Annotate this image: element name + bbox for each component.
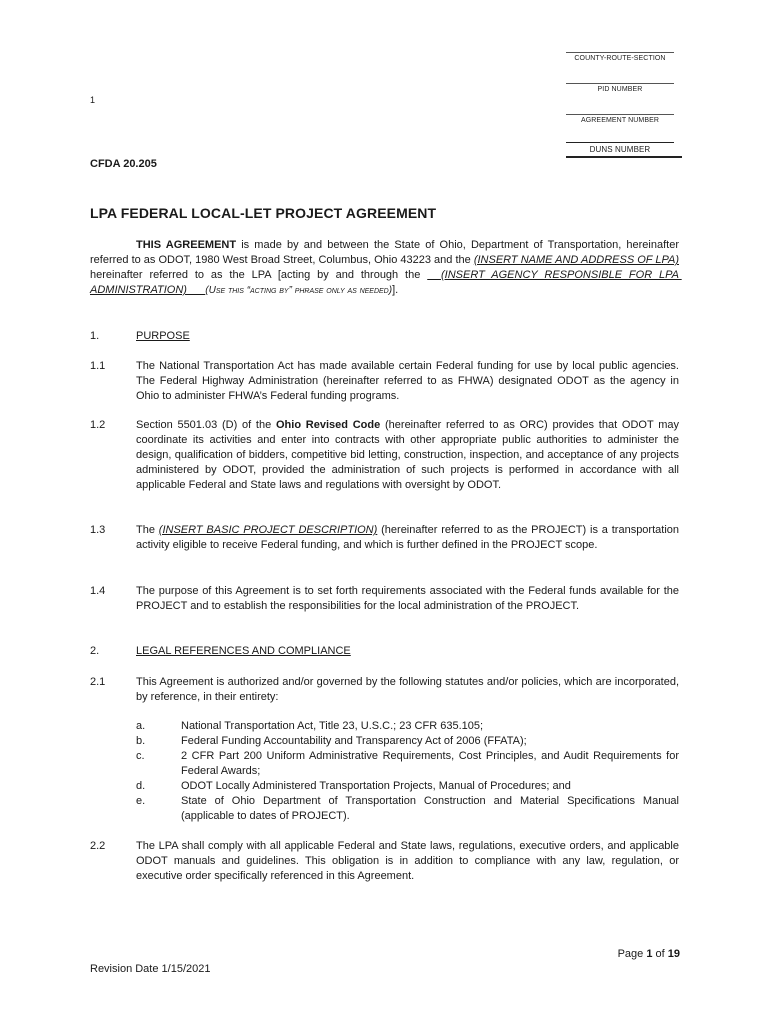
intro-text-1: is made by and between the State of Ohio, Department of Transportation, hereinafter referred to as ODOT, 1980 West Broad Street, Columbus, Ohio 43223 and the: [90, 239, 679, 266]
page-of: of: [652, 948, 668, 960]
section-1-1-number: 1.1: [90, 360, 106, 372]
section-1-4-text: The purpose of this Agreement is to set forth requirements associated with the Federal funds available for the PROJECT and to establish the responsibilities for the local administration of the PROJECT.: [136, 585, 679, 612]
section-2-number: 2.: [90, 645, 100, 657]
section-1-3-number: 1.3: [90, 524, 106, 536]
list-item-text: 2 CFR Part 200 Uniform Administrative Requirements, Cost Principles, and Audit Requirements for Federal Awards;: [181, 750, 679, 777]
duns-number-label: DUNS NUMBER: [589, 145, 651, 154]
section-2-2-number: 2.2: [90, 840, 106, 852]
list-item-text: ODOT Locally Administered Transportation Projects, Manual of Procedures; and: [181, 780, 571, 792]
section-1-1-text: The National Transportation Act has made available certain Federal funding for use by local public agencies. The Federal Highway Administration (hereinafter referred to as FHWA) designated ODOT as the agency in Ohio to administer FHWA’s Federal funding programs.: [136, 360, 679, 402]
list-item-text: National Transportation Act, Title 23, U.S.C.; 23 CFR 635.105;: [181, 720, 484, 732]
insert-lpa-name-placeholder[interactable]: (INSERT NAME AND ADDRESS OF LPA): [473, 254, 680, 266]
county-route-section-field: [566, 52, 674, 62]
duns-underline: [566, 156, 682, 158]
page-marker: 1: [90, 95, 96, 105]
field-line: [566, 83, 674, 84]
section-1-2-text-a: Section 5501.03 (D) of the: [136, 419, 276, 431]
ohio-revised-code: Ohio Revised Code: [275, 419, 381, 431]
section-1-3-text: [136, 523, 679, 553]
page-number: [618, 948, 680, 960]
list-item-letter: c.: [136, 750, 145, 762]
field-line: [566, 142, 674, 143]
agreement-number-field: [566, 114, 674, 124]
list-item-letter: d.: [136, 780, 146, 792]
intro-note: (Use this “acting by” phrase only as needed): [205, 285, 393, 296]
revision-date: Revision Date 1/15/2021: [90, 963, 211, 975]
agreement-number-label: AGREEMENT NUMBER: [580, 117, 660, 124]
page-current: 1: [646, 948, 653, 960]
list-item-text: Federal Funding Accountability and Transparency Act of 2006 (FFATA);: [181, 735, 527, 747]
field-line: [566, 114, 674, 115]
page-total: 19: [667, 948, 680, 960]
field-line: [566, 52, 674, 53]
section-1-heading: PURPOSE: [136, 330, 190, 342]
section-2-1-text: This Agreement is authorized and/or governed by the following statutes and/or policies, which are incorporated, by reference, in their entirety:: [136, 676, 679, 703]
insert-project-description-placeholder[interactable]: (INSERT BASIC PROJECT DESCRIPTION): [158, 524, 378, 536]
list-item-letter: e.: [136, 795, 146, 807]
section-1-3-text-b: (hereinafter referred to as the PROJECT) is a transportation activity eligible to receive Federal funding, and which is further defined in the PROJECT scope.: [136, 524, 679, 551]
section-1-number: 1.: [90, 330, 100, 342]
county-route-section-label: COUNTY-ROUTE-SECTION: [574, 55, 666, 62]
section-1-4-number: 1.4: [90, 585, 106, 597]
section-1-2-text: [136, 418, 679, 493]
section-1-2-text-b: (hereinafter referred to as ORC) provides that ODOT may coordinate its activities and enter into contracts with other appropriate public authorities to administer the design, qualification of bidders, competitive bid letting, construction, inspection, and acceptance of any projects administered by ODOT, provided the administration of such projects is performed in accordance with all applicable Federal and State laws and regulations with oversight by ODOT.: [136, 419, 680, 491]
intro-bold-lead: THIS AGREEMENT: [136, 239, 237, 251]
pid-number-label: PID NUMBER: [597, 86, 643, 93]
intro-text-2: hereinafter referred to as the LPA [acting by and through the: [90, 269, 428, 281]
intro-close: ].: [392, 284, 399, 296]
section-2-1-number: 2.1: [90, 676, 106, 688]
list-item-letter: a.: [136, 720, 146, 732]
duns-number-field: [566, 142, 674, 154]
section-1-2-number: 1.2: [90, 419, 106, 431]
list-item-text: State of Ohio Department of Transportation Construction and Material Specifications Manual (applicable to dates of PROJECT).: [181, 795, 679, 822]
cfda-number: CFDA 20.205: [90, 158, 157, 170]
insert-agency-placeholder[interactable]: (INSERT AGENCY RESPONSIBLE FOR LPA ADMINISTRATION): [90, 269, 682, 296]
document-title: LPA FEDERAL LOCAL-LET PROJECT AGREEMENT: [90, 205, 437, 221]
section-2-heading: LEGAL REFERENCES AND COMPLIANCE: [136, 645, 351, 657]
intro-paragraph: [90, 238, 682, 298]
section-2-2-text: The LPA shall comply with all applicable Federal and State laws, regulations, executive orders, and applicable ODOT manuals and guidelines. This obligation is in addition to compliance with any law, regulation, or executive order specifically referenced in this Agreement.: [136, 840, 679, 882]
list-item-letter: b.: [136, 735, 146, 747]
pid-number-field: [566, 83, 674, 93]
section-1-3-text-a: The: [136, 524, 159, 536]
page-prefix: Page: [617, 948, 647, 960]
